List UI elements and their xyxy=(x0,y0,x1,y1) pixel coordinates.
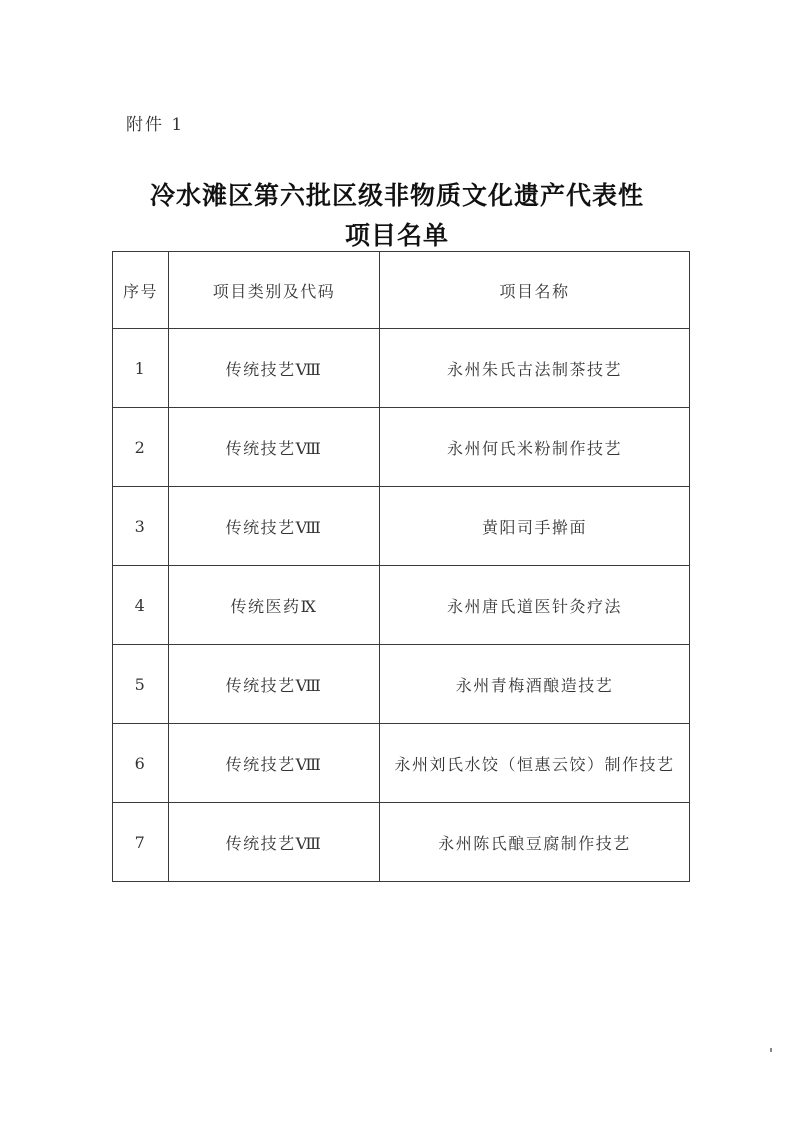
attachment-label: 附件 1 xyxy=(126,115,185,135)
heritage-project-table xyxy=(112,251,690,882)
header-serial-number: 序号 xyxy=(113,252,169,329)
row-category: 传统医药Ⅸ xyxy=(169,566,380,645)
row-category: 传统技艺Ⅷ xyxy=(169,645,380,724)
table-row xyxy=(113,329,690,408)
table-row xyxy=(113,487,690,566)
header-category-code: 项目类别及代码 xyxy=(169,252,380,329)
row-number: 1 xyxy=(113,329,169,408)
row-category: 传统技艺Ⅷ xyxy=(169,329,380,408)
table-header-row xyxy=(113,252,690,329)
table-row xyxy=(113,724,690,803)
row-category: 传统技艺Ⅷ xyxy=(169,803,380,882)
row-project-name: 永州青梅酒酿造技艺 xyxy=(380,645,690,724)
row-project-name: 黄阳司手擀面 xyxy=(380,487,690,566)
row-project-name: 永州刘氏水饺（恒惠云饺）制作技艺 xyxy=(380,724,690,803)
row-number: 4 xyxy=(113,566,169,645)
table-row xyxy=(113,566,690,645)
row-category: 传统技艺Ⅷ xyxy=(169,487,380,566)
row-category: 传统技艺Ⅷ xyxy=(169,724,380,803)
row-category: 传统技艺Ⅷ xyxy=(169,408,380,487)
document-title-line-2: 项目名单 xyxy=(344,221,449,250)
table-row xyxy=(113,645,690,724)
row-number: 5 xyxy=(113,645,169,724)
header-project-name: 项目名称 xyxy=(380,252,690,329)
row-project-name: 永州陈氏酿豆腐制作技艺 xyxy=(380,803,690,882)
table-row xyxy=(113,803,690,882)
scan-speck xyxy=(770,1048,772,1052)
row-number: 2 xyxy=(113,408,169,487)
row-number: 7 xyxy=(113,803,169,882)
row-number: 6 xyxy=(113,724,169,803)
row-project-name: 永州朱氏古法制茶技艺 xyxy=(380,329,690,408)
row-project-name: 永州何氏米粉制作技艺 xyxy=(380,408,690,487)
row-project-name: 永州唐氏道医针灸疗法 xyxy=(380,566,690,645)
table-row xyxy=(113,408,690,487)
document-title-line-1: 冷水滩区第六批区级非物质文化遗产代表性 xyxy=(149,181,644,210)
row-number: 3 xyxy=(113,487,169,566)
